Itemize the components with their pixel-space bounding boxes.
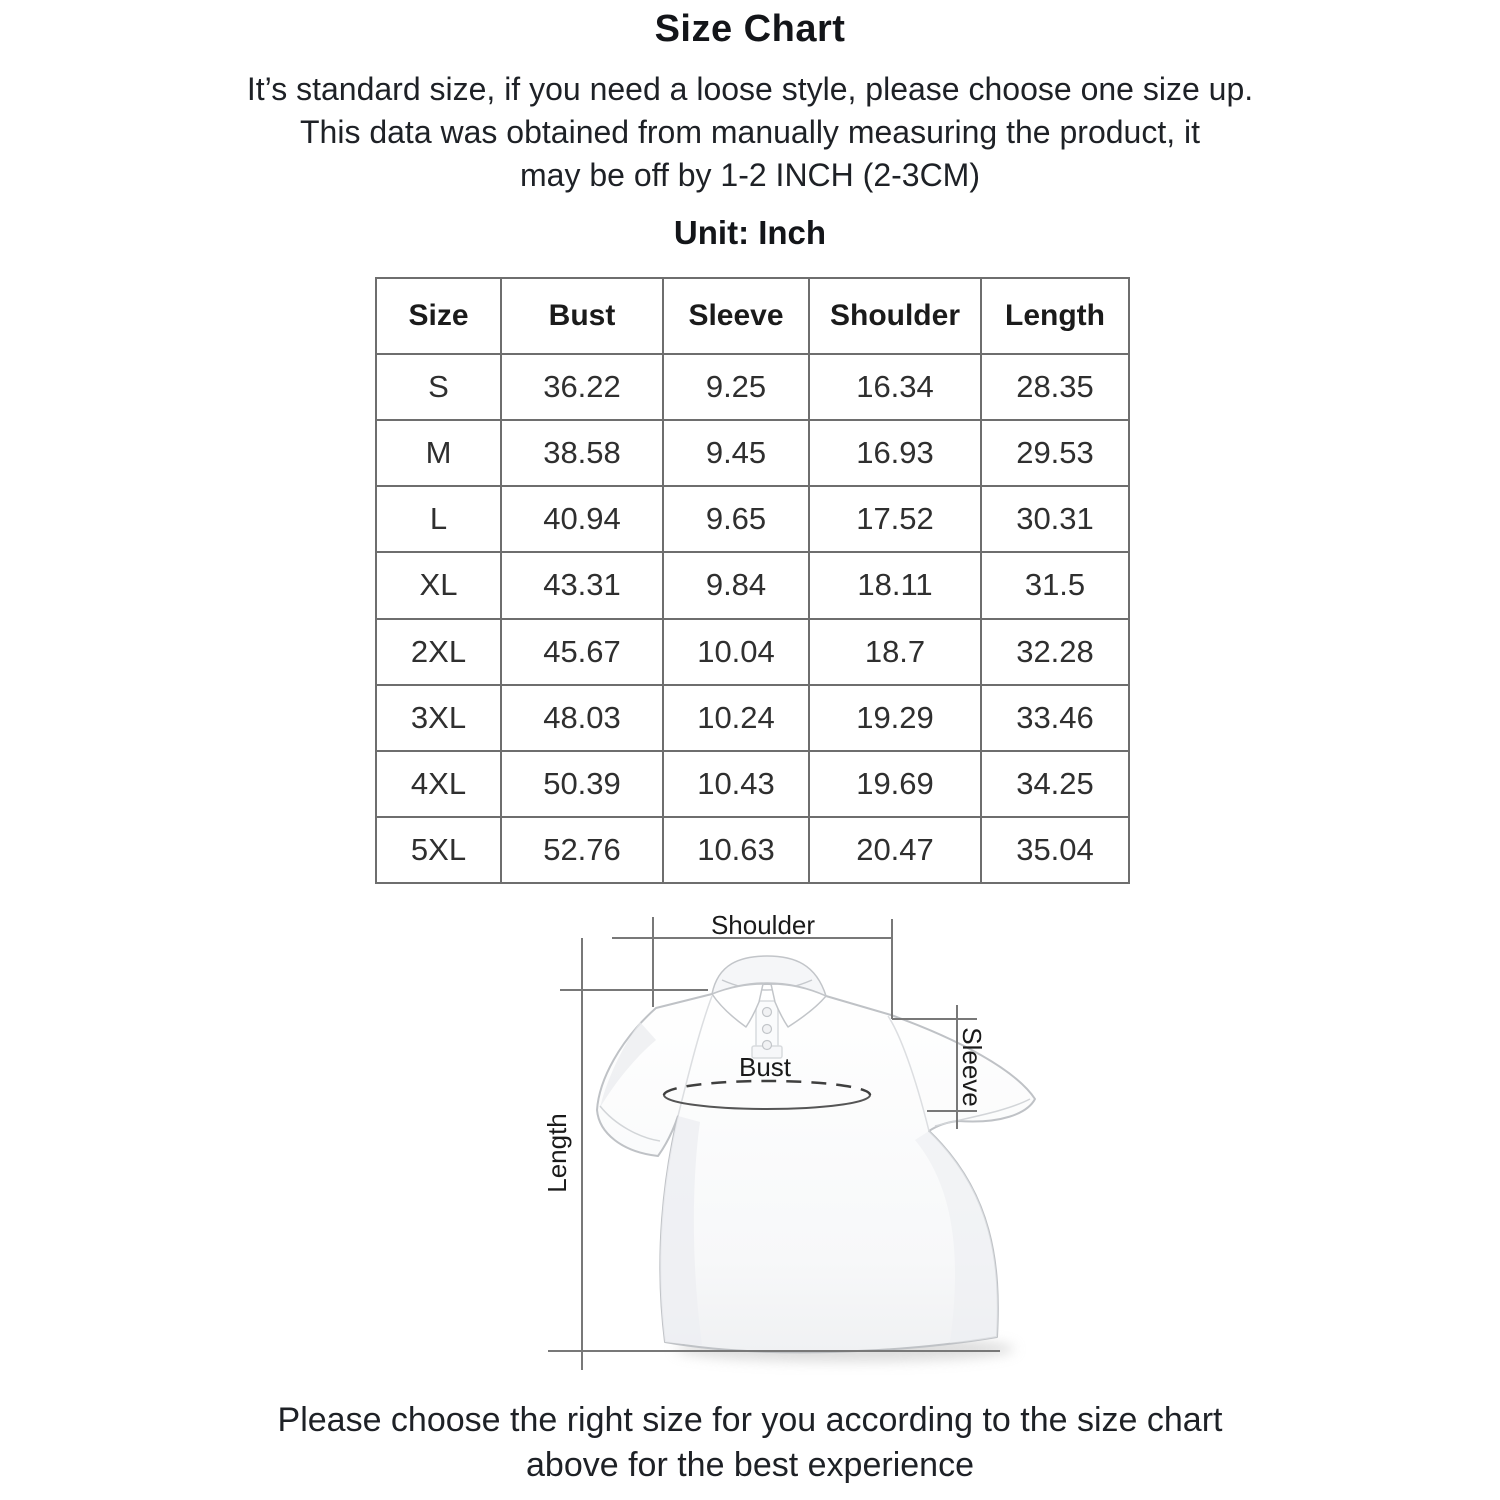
measurement-cell: 30.31	[981, 486, 1129, 552]
measurement-cell: 40.94	[501, 486, 663, 552]
diagram-label-shoulder: Shoulder	[710, 910, 816, 940]
size-cell: XL	[376, 552, 501, 618]
measurement-cell: 20.47	[809, 817, 981, 883]
measurement-cell: 28.35	[981, 354, 1129, 420]
measurement-cell: 9.84	[663, 552, 809, 618]
measurement-cell: 18.7	[809, 619, 981, 685]
measurement-cell: 16.34	[809, 354, 981, 420]
measurement-cell: 19.69	[809, 751, 981, 817]
measurement-cell: 9.65	[663, 486, 809, 552]
table-row	[376, 817, 1129, 883]
polo-shirt-illustration	[597, 956, 1035, 1352]
measurement-cell: 52.76	[501, 817, 663, 883]
measurement-cell: 9.45	[663, 420, 809, 486]
footer-note	[0, 1398, 1500, 1488]
size-table-header-row	[376, 278, 1129, 354]
table-row	[376, 619, 1129, 685]
column-header-size: Size	[376, 278, 501, 354]
description-line: may be off by 1-2 INCH (2-3CM)	[520, 157, 980, 193]
column-header-length: Length	[981, 278, 1129, 354]
measurement-cell: 50.39	[501, 751, 663, 817]
footer-line: above for the best experience	[526, 1446, 974, 1484]
measurement-cell: 38.58	[501, 420, 663, 486]
measurement-cell: 45.67	[501, 619, 663, 685]
measurement-cell: 31.5	[981, 552, 1129, 618]
description-line: This data was obtained from manually measuring the product, it	[299, 114, 1200, 150]
table-row	[376, 486, 1129, 552]
size-cell: L	[376, 486, 501, 552]
size-cell: S	[376, 354, 501, 420]
measurement-cell: 34.25	[981, 751, 1129, 817]
size-cell: 3XL	[376, 685, 501, 751]
measurement-cell: 43.31	[501, 552, 663, 618]
measurement-cell: 35.04	[981, 817, 1129, 883]
measurement-cell: 10.63	[663, 817, 809, 883]
table-row	[376, 685, 1129, 751]
measurement-cell: 29.53	[981, 420, 1129, 486]
table-row	[376, 751, 1129, 817]
table-row	[376, 354, 1129, 420]
footer-line: Please choose the right size for you according to the size chart	[277, 1401, 1223, 1439]
size-table-body	[376, 354, 1129, 883]
measurement-cell: 17.52	[809, 486, 981, 552]
size-table	[375, 277, 1130, 884]
measurement-cell: 10.24	[663, 685, 809, 751]
table-row	[376, 552, 1129, 618]
size-cell: M	[376, 420, 501, 486]
size-cell: 4XL	[376, 751, 501, 817]
measurement-cell: 10.04	[663, 619, 809, 685]
unit-label: Unit: Inch	[673, 214, 827, 251]
measurement-cell: 16.93	[809, 420, 981, 486]
measurement-cell: 32.28	[981, 619, 1129, 685]
table-row	[376, 420, 1129, 486]
column-header-sleeve: Sleeve	[663, 278, 809, 354]
diagram-label-length: Length	[542, 1113, 572, 1193]
size-cell: 5XL	[376, 817, 501, 883]
measurement-cell: 18.11	[809, 552, 981, 618]
description	[0, 68, 1500, 197]
shirt-measurement-diagram	[530, 898, 1040, 1385]
size-cell: 2XL	[376, 619, 501, 685]
measurement-cell: 19.29	[809, 685, 981, 751]
description-line: It’s standard size, if you need a loose style, please choose one size up.	[246, 71, 1254, 107]
diagram-label-sleeve: Sleeve	[957, 1027, 987, 1107]
measurement-cell: 48.03	[501, 685, 663, 751]
column-header-bust: Bust	[501, 278, 663, 354]
diagram-label-bust: Bust	[738, 1052, 792, 1082]
measurement-cell: 9.25	[663, 354, 809, 420]
column-header-shoulder: Shoulder	[809, 278, 981, 354]
measurement-cell: 10.43	[663, 751, 809, 817]
measurement-cell: 36.22	[501, 354, 663, 420]
measurement-cell: 33.46	[981, 685, 1129, 751]
page-title: Size Chart	[654, 8, 846, 50]
